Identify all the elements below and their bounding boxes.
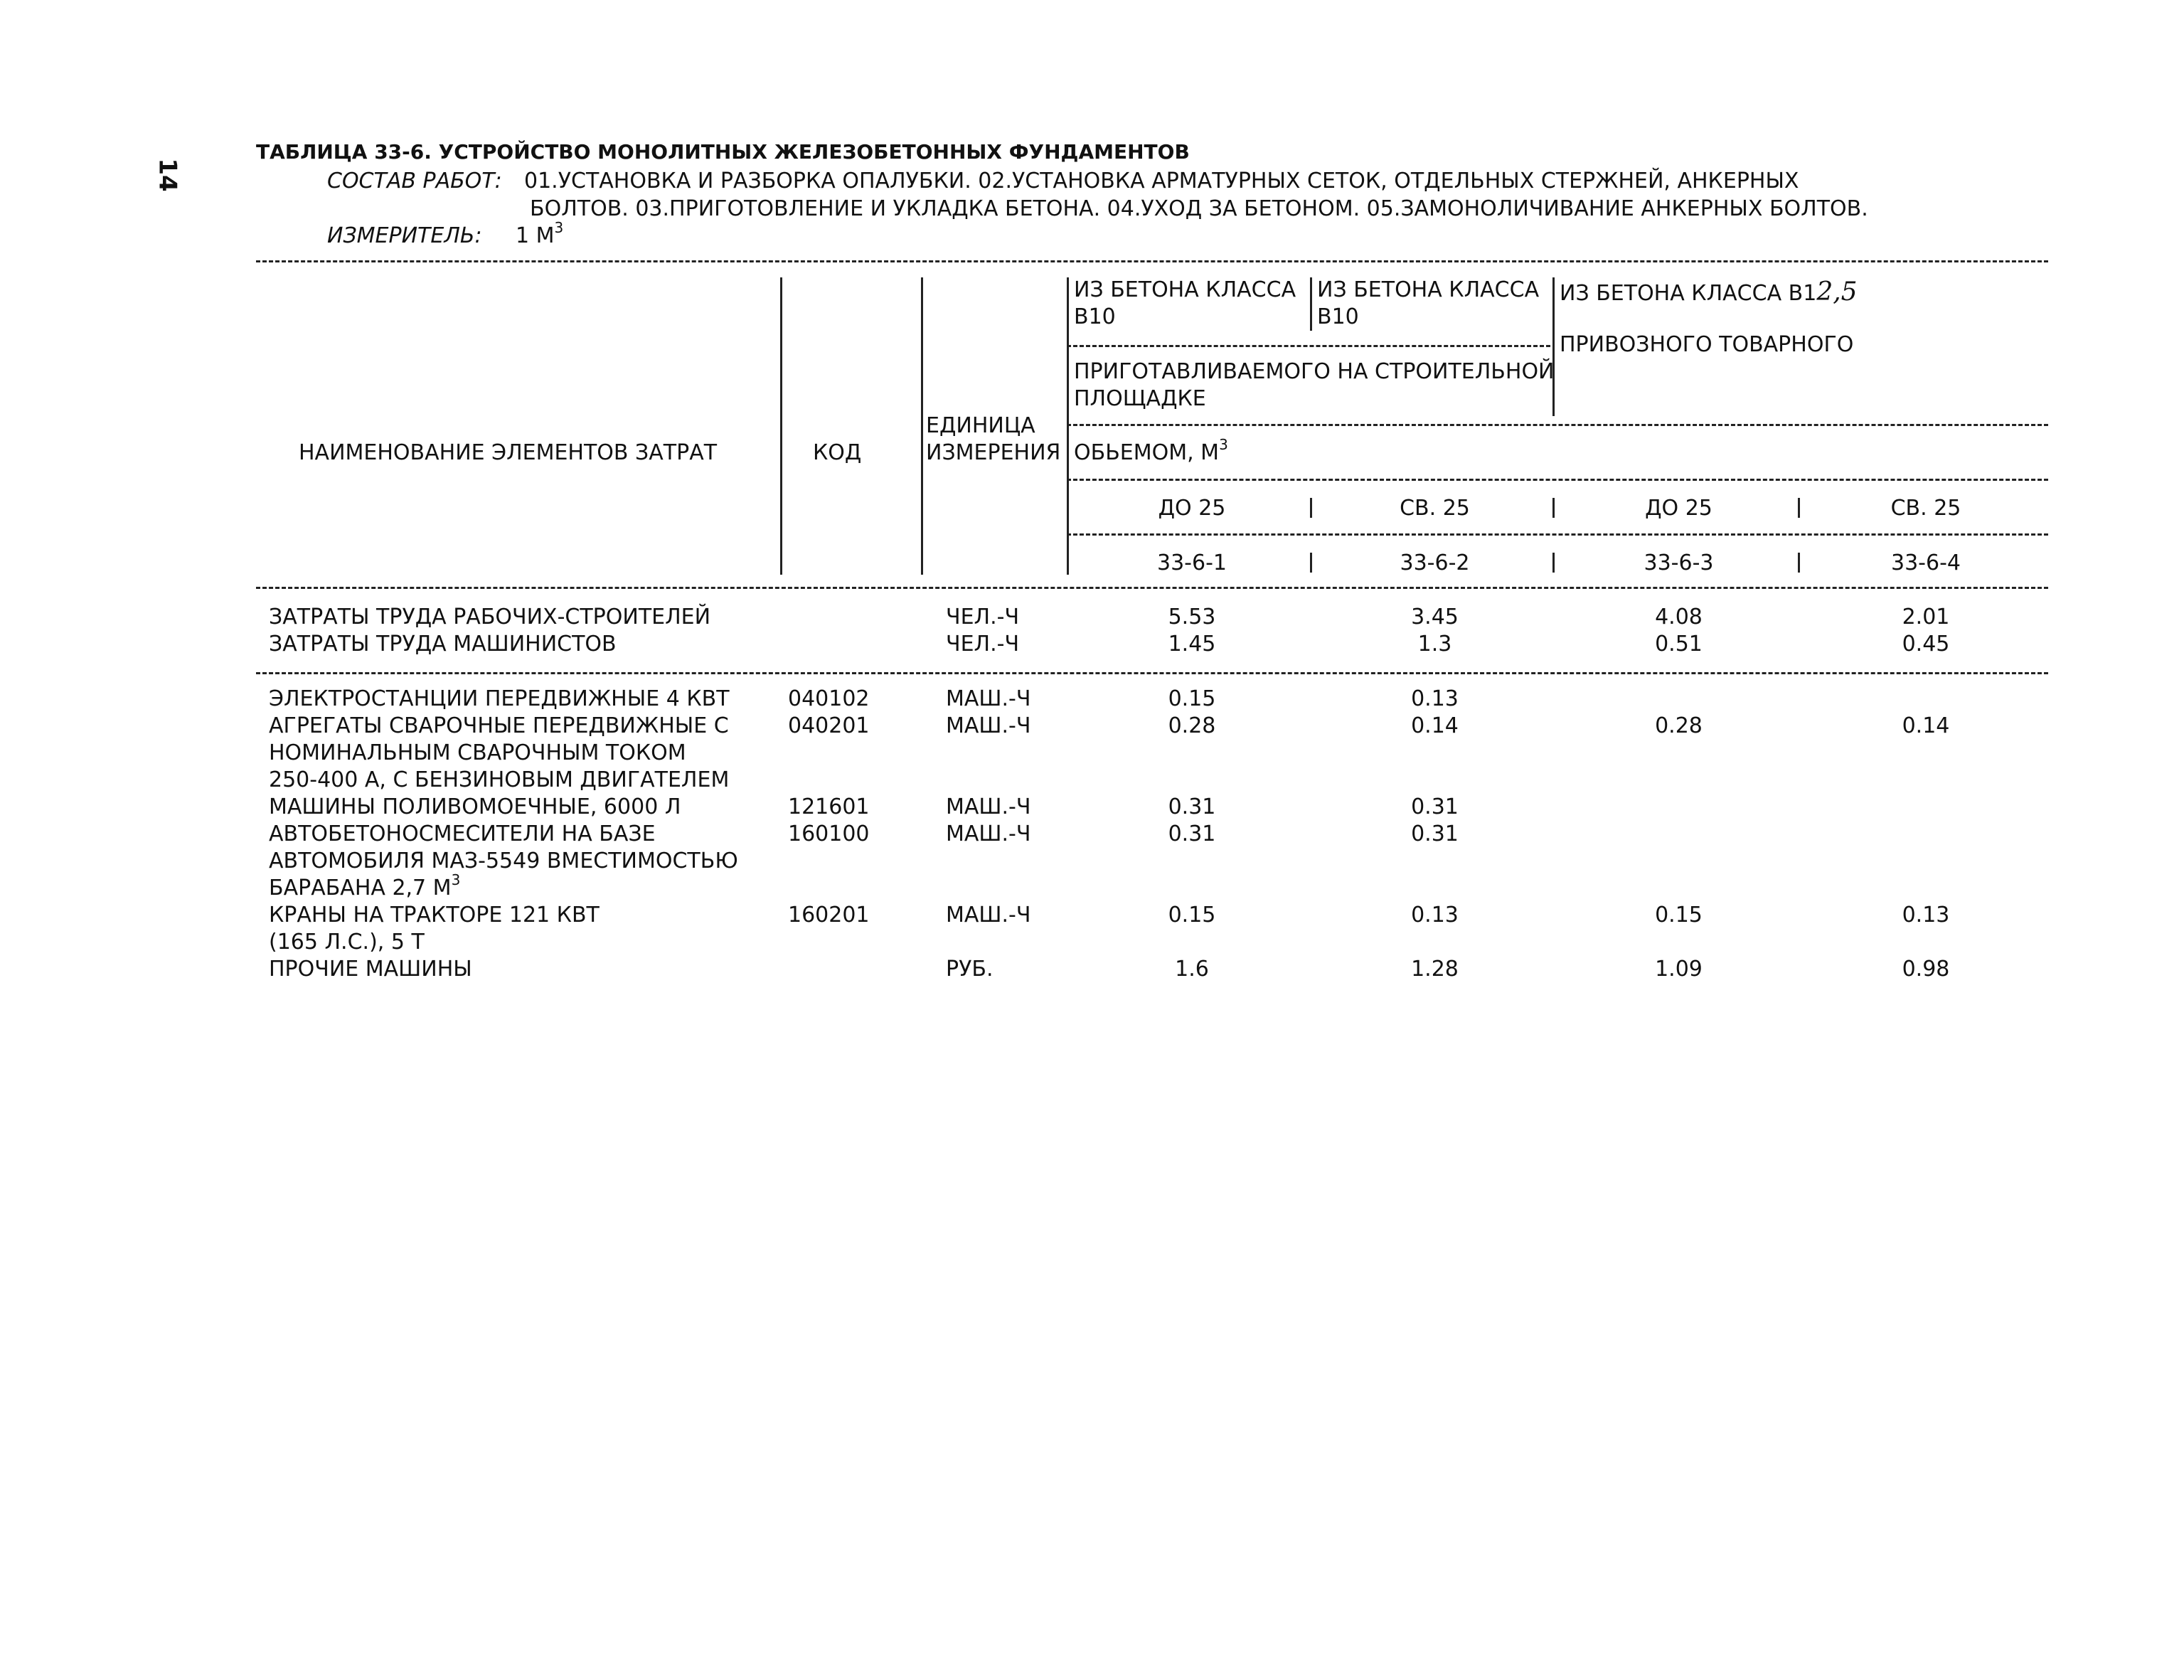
col-name-header: НАИМЕНОВАНИЕ ЭЛЕМЕНТОВ ЗАТРАТ — [299, 440, 718, 465]
delivered-header: ПРИВОЗНОГО ТОВАРНОГО — [1560, 332, 1854, 357]
col-unit-header-2: ИЗМЕРЕНИЯ — [926, 440, 1061, 465]
row-value-4: 2.01 — [1902, 605, 1950, 629]
row-name: ЗАТРАТЫ ТРУДА РАБОЧИХ-СТРОИТЕЛЕЙ — [269, 605, 711, 629]
vline-sub-23b — [1552, 553, 1555, 573]
row-unit: МАШ.-Ч — [946, 713, 1031, 738]
row-code: 160201 — [788, 903, 870, 927]
meter-label: ИЗМЕРИТЕЛЬ: — [327, 223, 482, 248]
code-header-1: 33-6-1 — [1157, 551, 1227, 575]
works-line-1: 01.УСТАНОВКА И РАЗБОРКА ОПАЛУБКИ. 02.УСТАНОВКА АРМАТУРНЫХ СЕТОК, ОТДЕЛЬНЫХ СТЕРЖНЕЙ, АНКЕРНЫХ — [524, 169, 1799, 193]
sub-header-3: ДО 25 — [1645, 496, 1712, 521]
prepared-header-1: ПРИГОТАВЛИВАЕМОГО НА СТРОИТЕЛЬНОЙ — [1074, 359, 1555, 384]
row-unit: ЧЕЛ.-Ч — [946, 605, 1020, 629]
row-value-2: 3.45 — [1411, 605, 1459, 629]
row-value-2: 1.28 — [1411, 957, 1459, 982]
row-value-3: 0.15 — [1655, 903, 1703, 927]
row-value-4: 0.13 — [1902, 903, 1950, 927]
rule-volume-bottom — [1067, 479, 2048, 481]
row-code: 121601 — [788, 794, 870, 819]
row-name-cont: БАРАБАНА 2,7 $М^3$ — [269, 871, 461, 900]
row-name: ЭЛЕКТРОСТАНЦИИ ПЕРЕДВИЖНЫЕ 4 КВТ — [269, 686, 730, 711]
rule-group-split — [1067, 345, 1550, 347]
row-code: 160100 — [788, 822, 870, 846]
row-value-3: 1.09 — [1655, 957, 1703, 982]
row-value-2: 0.31 — [1411, 822, 1459, 846]
sub-header-2: СВ. 25 — [1400, 496, 1470, 521]
page-number: 14 — [153, 158, 182, 192]
code-header-3: 33-6-3 — [1644, 551, 1714, 575]
row-name-cont: НОМИНАЛЬНЫМ СВАРОЧНЫМ ТОКОМ — [269, 740, 686, 765]
row-value-1: 0.31 — [1168, 794, 1216, 819]
group2-header-2: В10 — [1317, 304, 1359, 329]
row-value-1: 0.15 — [1168, 686, 1216, 711]
row-name-cont: 250-400 А, С БЕНЗИНОВЫМ ДВИГАТЕЛЕМ — [269, 767, 730, 792]
row-value-3: 4.08 — [1655, 605, 1703, 629]
row-unit: МАШ.-Ч — [946, 686, 1031, 711]
vline-sub-12a — [1310, 498, 1312, 518]
vline-group12 — [1310, 277, 1312, 331]
row-value-3: 0.51 — [1655, 632, 1703, 656]
group1-header-2: В10 — [1074, 304, 1116, 329]
sub-header-1: ДО 25 — [1158, 496, 1226, 521]
vline-sub-12b — [1310, 553, 1312, 573]
row-value-4: 0.14 — [1902, 713, 1950, 738]
works-label: СОСТАВ РАБОТ: — [327, 169, 502, 193]
code-header-2: 33-6-2 — [1400, 551, 1470, 575]
group2-header-1: ИЗ БЕТОНА КЛАССА — [1317, 277, 1540, 302]
vline-group23 — [1552, 277, 1555, 416]
col-unit-header-1: ЕДИНИЦА — [926, 413, 1035, 438]
row-name-cont: (165 Л.С.), 5 Т — [269, 930, 425, 955]
vline-code-left — [780, 277, 782, 575]
row-value-1: 0.31 — [1168, 822, 1216, 846]
row-unit: МАШ.-Ч — [946, 903, 1031, 927]
prepared-header-2: ПЛОЩАДКЕ — [1074, 386, 1206, 411]
vline-sub-23a — [1552, 498, 1555, 518]
row-value-2: 0.14 — [1411, 713, 1459, 738]
rule-top — [256, 260, 2048, 262]
group3-handwritten: 2,5 — [1816, 277, 1858, 307]
row-value-4: 0.45 — [1902, 632, 1950, 656]
row-value-1: 5.53 — [1168, 605, 1216, 629]
rule-sub-bottom — [1067, 533, 2048, 536]
rule-header-bottom — [256, 587, 2048, 589]
row-value-1: 1.6 — [1175, 957, 1209, 982]
code-header-4: 33-6-4 — [1891, 551, 1961, 575]
row-value-1: 0.15 — [1168, 903, 1216, 927]
row-value-3: 0.28 — [1655, 713, 1703, 738]
row-value-1: 1.45 — [1168, 632, 1216, 656]
row-name: МАШИНЫ ПОЛИВОМОЕЧНЫЕ, 6000 Л — [269, 794, 681, 819]
works-line-2: БОЛТОВ. 03.ПРИГОТОВЛЕНИЕ И УКЛАДКА БЕТОНА. 04.УХОД ЗА БЕТОНОМ. 05.ЗАМОНОЛИЧИВАНИЕ АНКЕРНЫХ БОЛТОВ. — [530, 196, 1868, 221]
rule-labor-bottom — [256, 672, 2048, 674]
group3-header: ИЗ БЕТОНА КЛАССА В12,5 — [1560, 277, 1858, 307]
row-name: КРАНЫ НА ТРАКТОРЕ 121 КВТ — [269, 903, 600, 927]
vline-values-left — [1067, 277, 1069, 575]
row-name: АГРЕГАТЫ СВАРОЧНЫЕ ПЕРЕДВИЖНЫЕ С — [269, 713, 729, 738]
row-unit: МАШ.-Ч — [946, 822, 1031, 846]
group1-header-1: ИЗ БЕТОНА КЛАССА — [1074, 277, 1296, 302]
sub-header-4: СВ. 25 — [1890, 496, 1961, 521]
row-code: 040201 — [788, 713, 870, 738]
row-name: ПРОЧИЕ МАШИНЫ — [269, 957, 472, 982]
row-value-2: 0.31 — [1411, 794, 1459, 819]
row-code: 040102 — [788, 686, 870, 711]
row-unit: РУБ. — [946, 957, 994, 982]
row-value-2: 0.13 — [1411, 686, 1459, 711]
row-unit: ЧЕЛ.-Ч — [946, 632, 1020, 656]
row-value-4: 0.98 — [1902, 957, 1950, 982]
row-name: ЗАТРАТЫ ТРУДА МАШИНИСТОВ — [269, 632, 617, 656]
row-name: АВТОБЕТОНОСМЕСИТЕЛИ НА БАЗЕ — [269, 822, 656, 846]
row-value-1: 0.28 — [1168, 713, 1216, 738]
row-value-2: 1.3 — [1417, 632, 1452, 656]
volume-header: ОБЬЕМОМ, $М^3$ — [1074, 436, 1228, 465]
vline-unit-left — [921, 277, 923, 575]
meter-value: 1 $М^3$ — [516, 219, 564, 248]
row-unit: МАШ.-Ч — [946, 794, 1031, 819]
table-title: ТАБЛИЦА 33-6. УСТРОЙСТВО МОНОЛИТНЫХ ЖЕЛЕЗОБЕТОННЫХ ФУНДАМЕНТОВ — [256, 140, 1190, 164]
col-code-header: КОД — [813, 440, 862, 465]
row-name-cont: АВТОМОБИЛЯ МАЗ-5549 ВМЕСТИМОСТЬЮ — [269, 849, 738, 873]
rule-volume-top — [1067, 424, 2048, 426]
vline-sub-34a — [1798, 498, 1800, 518]
vline-sub-34b — [1798, 553, 1800, 573]
row-value-2: 0.13 — [1411, 903, 1459, 927]
